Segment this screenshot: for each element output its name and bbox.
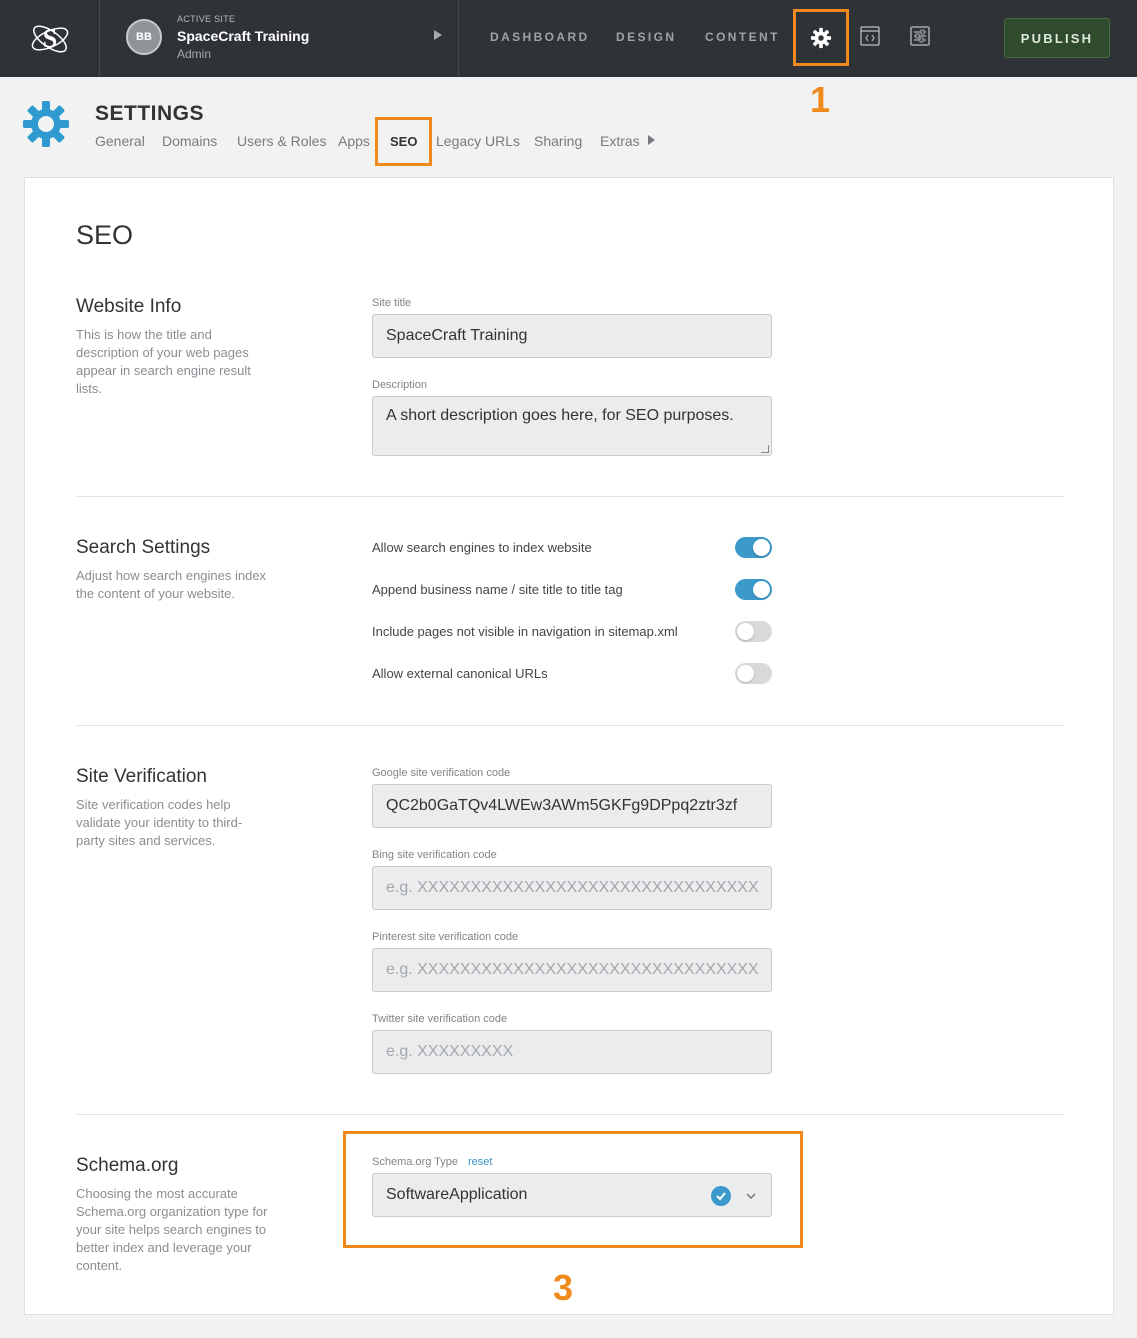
callout-1: 1 [810,79,831,120]
site-title-label: Site title [372,297,412,309]
svg-text:S: S [42,23,57,53]
section-heading: SEO [76,220,134,250]
chevron-down-icon[interactable] [746,1192,756,1200]
description-value: A short description goes here, for SEO purposes. [386,407,734,424]
code-window-icon[interactable] [859,25,881,47]
toggle-knob [737,623,754,640]
bing-code-input[interactable]: e.g. XXXXXXXXXXXXXXXXXXXXXXXXXXXXXXXX [372,866,772,910]
toggle-sitemap[interactable] [735,621,772,642]
toggle-knob [737,665,754,682]
page-title: SETTINGS [95,102,205,125]
tab-sharing[interactable]: Sharing [534,133,583,149]
toggle-knob [753,539,770,556]
toggle-canonical[interactable] [735,663,772,684]
settings-gear-button[interactable] [793,9,849,66]
site-arrow-icon[interactable] [434,30,442,40]
active-site-switcher[interactable] [101,0,459,77]
divider [76,1114,1064,1115]
site-role: Admin [177,47,212,61]
tab-seo[interactable]: SEO [390,134,418,149]
sliders-icon[interactable] [909,25,931,47]
top-bar [0,0,1137,77]
seo-panel [24,177,1114,1315]
spacecraft-logo-icon[interactable] [0,0,100,77]
site-name: SpaceCraft Training [177,28,310,44]
twitter-code-input[interactable]: e.g. XXXXXXXXX [372,1030,772,1074]
divider [76,725,1064,726]
search-settings-title: Search Settings [76,537,211,558]
schema-type-value: SoftwareApplication [386,1186,528,1203]
search-settings-desc: Adjust how search engines index the content of your website. [76,568,267,601]
twitter-code-label: Twitter site verification code [372,1013,508,1025]
site-title-input[interactable]: SpaceCraft Training [372,314,772,358]
avatar: BB [126,19,162,55]
active-site-label: ACTIVE SITE [177,14,236,24]
site-verification-desc: Site verification codes help validate your identity to third-party sites and services. [76,797,243,848]
toggle-label-index: Allow search engines to index website [372,540,592,555]
website-info-desc: This is how the title and description of your web pages appear in search engine result lists. [76,327,251,396]
site-verification-title: Site Verification [76,766,207,787]
schema-desc: Choosing the most accurate Schema.org organization type for your site helps search engines to better index and leverage your content. [76,1186,268,1273]
pinterest-code-input[interactable]: e.g. XXXXXXXXXXXXXXXXXXXXXXXXXXXXXXXX [372,948,772,992]
seo-tab-highlight [375,117,432,166]
extras-arrow-icon[interactable] [648,135,655,145]
tab-legacy-urls[interactable]: Legacy URLs [436,133,521,149]
tab-users-roles[interactable]: Users & Roles [237,133,327,149]
description-label: Description [372,379,428,391]
schema-reset-link[interactable]: reset [468,1156,493,1168]
toggle-append-title[interactable] [735,579,772,600]
divider [76,496,1064,497]
description-textarea[interactable] [372,396,772,456]
tab-apps[interactable]: Apps [338,133,370,149]
toggle-label-append-title: Append business name / site title to title tag [372,582,623,597]
toggle-label-sitemap: Include pages not visible in navigation in sitemap.xml [372,624,678,639]
publish-button[interactable]: PUBLISH [1004,18,1110,58]
website-info-title: Website Info [76,296,182,317]
google-code-input[interactable]: QC2b0GaTQv4LWEw3AWm5GKFg9DPpq2ztr3zf [372,784,772,828]
schema-title: Schema.org [76,1155,179,1176]
tab-general[interactable]: General [95,133,145,149]
bing-code-label: Bing site verification code [372,849,497,861]
tab-domains[interactable]: Domains [162,133,218,149]
nav-dashboard[interactable]: DASHBOARD [490,30,590,44]
schema-type-select[interactable] [372,1173,772,1217]
nav-design[interactable]: DESIGN [616,30,677,44]
check-icon [711,1186,731,1206]
schema-type-label: Schema.org Type [372,1156,459,1168]
resize-handle[interactable] [761,445,769,453]
toggle-knob [753,581,770,598]
toggle-label-canonical: Allow external canonical URLs [372,666,548,681]
toggle-index-website[interactable] [735,537,772,558]
tab-extras[interactable]: Extras [600,133,640,149]
pinterest-code-label: Pinterest site verification code [372,931,519,943]
gear-icon [810,27,832,49]
settings-gear-icon [22,100,70,153]
google-code-label: Google site verification code [372,767,511,779]
callout-3: 3 [553,1267,574,1308]
nav-content[interactable]: CONTENT [705,30,780,44]
